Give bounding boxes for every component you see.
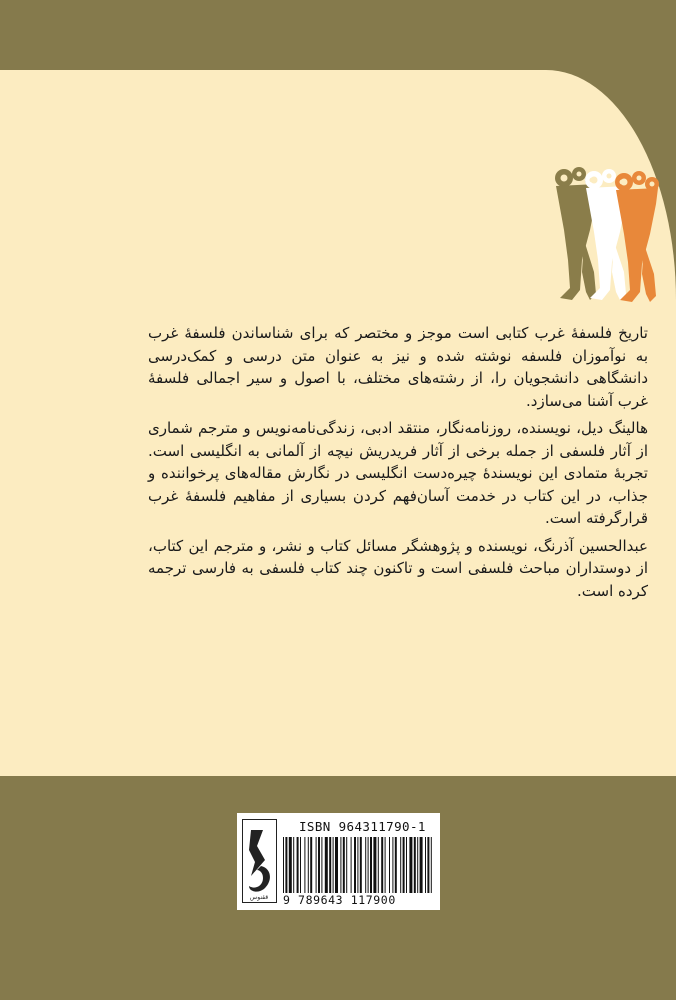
publisher-logo-icon [242, 819, 277, 903]
isbn-barcode-box [237, 813, 440, 910]
translator-bio-paragraph: عبدالحسین آذرنگ، نویسنده و پژوهشگر مسائل کتاب و نشر، و مترجم این کتاب، از دوستداران مباحث فلسفی است و تاکنون چند کتاب فلسفی به فارسی ترجمه کرده است. [148, 536, 648, 600]
isbn-label: ISBN 964311790-1 [299, 819, 426, 834]
book-description-paragraph: تاریخ فلسفهٔ غرب کتابی است موجز و مختصر که برای شناساندن فلسفهٔ غرب به نوآموزان فلسفه نوشته شده و نیز به عنوان متن درسی و کمک‌درسی دانشگاهی دانشجویان را، از رشته‌های مختلف، با اصول و سیر اجمالی فلسفهٔ غرب آشنا می‌سازد. [148, 324, 648, 410]
author-bio-paragraph: هالینگ دیل، نویسنده، روزنامه‌نگار، منتقد ادبی، زندگی‌نامه‌نویس و مترجم شماری از آثار فلسفی از جمله برخی از آثار فریدریش نیچه از آلمانی به انگلیسی است. تجربهٔ متمادی این نویسندهٔ چیره‌دست انگلیسی در نگارش مقاله‌های پرخواننده و جذاب، در این کتاب در خدمت آسان‌فهم کردن بسیاری از مفاهیم فلسفهٔ غرب قرارگرفته است. [148, 419, 648, 527]
barcode-icon [281, 837, 435, 893]
walking-figures-icon [546, 160, 661, 305]
back-cover-text [148, 322, 648, 607]
svg-text:ققنوس: ققنوس [249, 894, 269, 901]
barcode-digits: 9 789643 117900 [283, 893, 396, 907]
